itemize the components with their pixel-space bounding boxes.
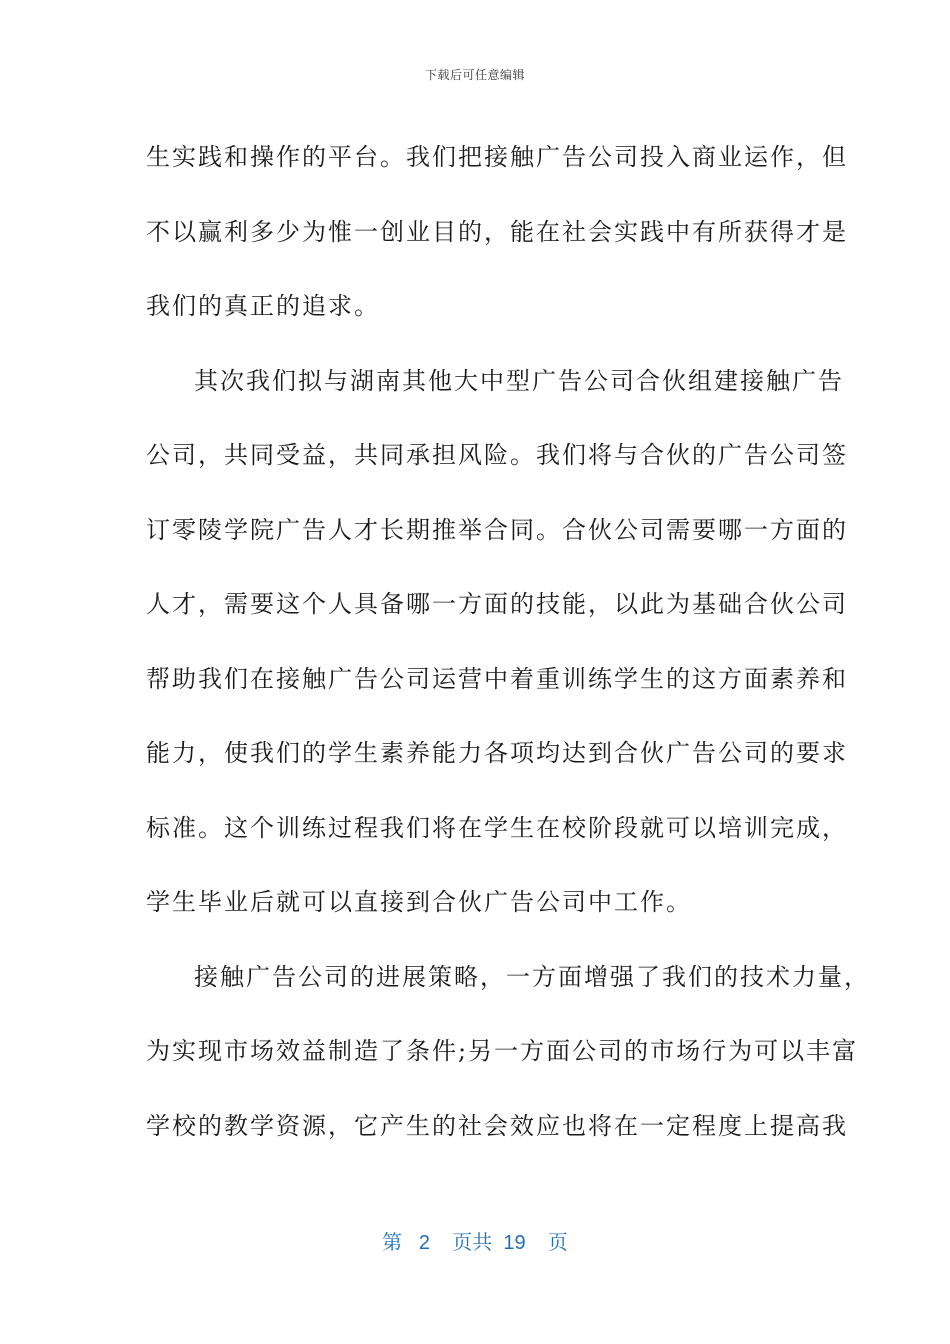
- text-line: 为实现市场效益制造了条件;另一方面公司的市场行为可以丰富: [146, 1037, 859, 1065]
- text-line: 不以赢利多少为惟一创业目的，能在社会实践中有所获得才是: [146, 217, 848, 246]
- footer-suffix: 页: [547, 1232, 568, 1254]
- text-line: 学生毕业后就可以直接到合伙广告公司中工作。: [146, 888, 692, 916]
- text-line: 我们的真正的追求。: [146, 292, 380, 320]
- text-line: 人才，需要这个人具备哪一方面的技能，以此为基础合伙公司: [146, 590, 848, 618]
- page-footer: [0, 1226, 950, 1255]
- paragraph-start-line: 其次我们拟与湖南其他大中型广告公司合伙组建接触广告: [194, 366, 844, 395]
- footer-middle: 页共: [452, 1232, 493, 1254]
- page-header: 下载后可任意编辑: [424, 68, 525, 82]
- document-body: [146, 120, 870, 1163]
- footer-prefix: 第: [382, 1232, 403, 1254]
- text-line: 学校的教学资源，它产生的社会效应也将在一定程度上提高我: [146, 1111, 848, 1140]
- current-page-number: 2: [418, 1232, 430, 1254]
- text-line: 能力，使我们的学生素养能力各项均达到合伙广告公司的要求: [146, 739, 848, 767]
- paragraph-start-line: 接触广告公司的进展策略，一方面增强了我们的技术力量，: [194, 962, 870, 991]
- text-line: 公司，共同受益，共同承担风险。我们将与合伙的广告公司签: [146, 441, 848, 469]
- total-pages-number: 19: [503, 1232, 526, 1254]
- text-line: 标准。这个训练过程我们将在学生在校阶段就可以培训完成，: [146, 813, 848, 842]
- text-line: 帮助我们在接触广告公司运营中着重训练学生的这方面素养和: [146, 664, 848, 693]
- text-line: 订零陵学院广告人才长期推举合同。合伙公司需要哪一方面的: [146, 515, 848, 544]
- text-line: 生实践和操作的平台。我们把接触广告公司投入商业运作，但: [146, 143, 848, 171]
